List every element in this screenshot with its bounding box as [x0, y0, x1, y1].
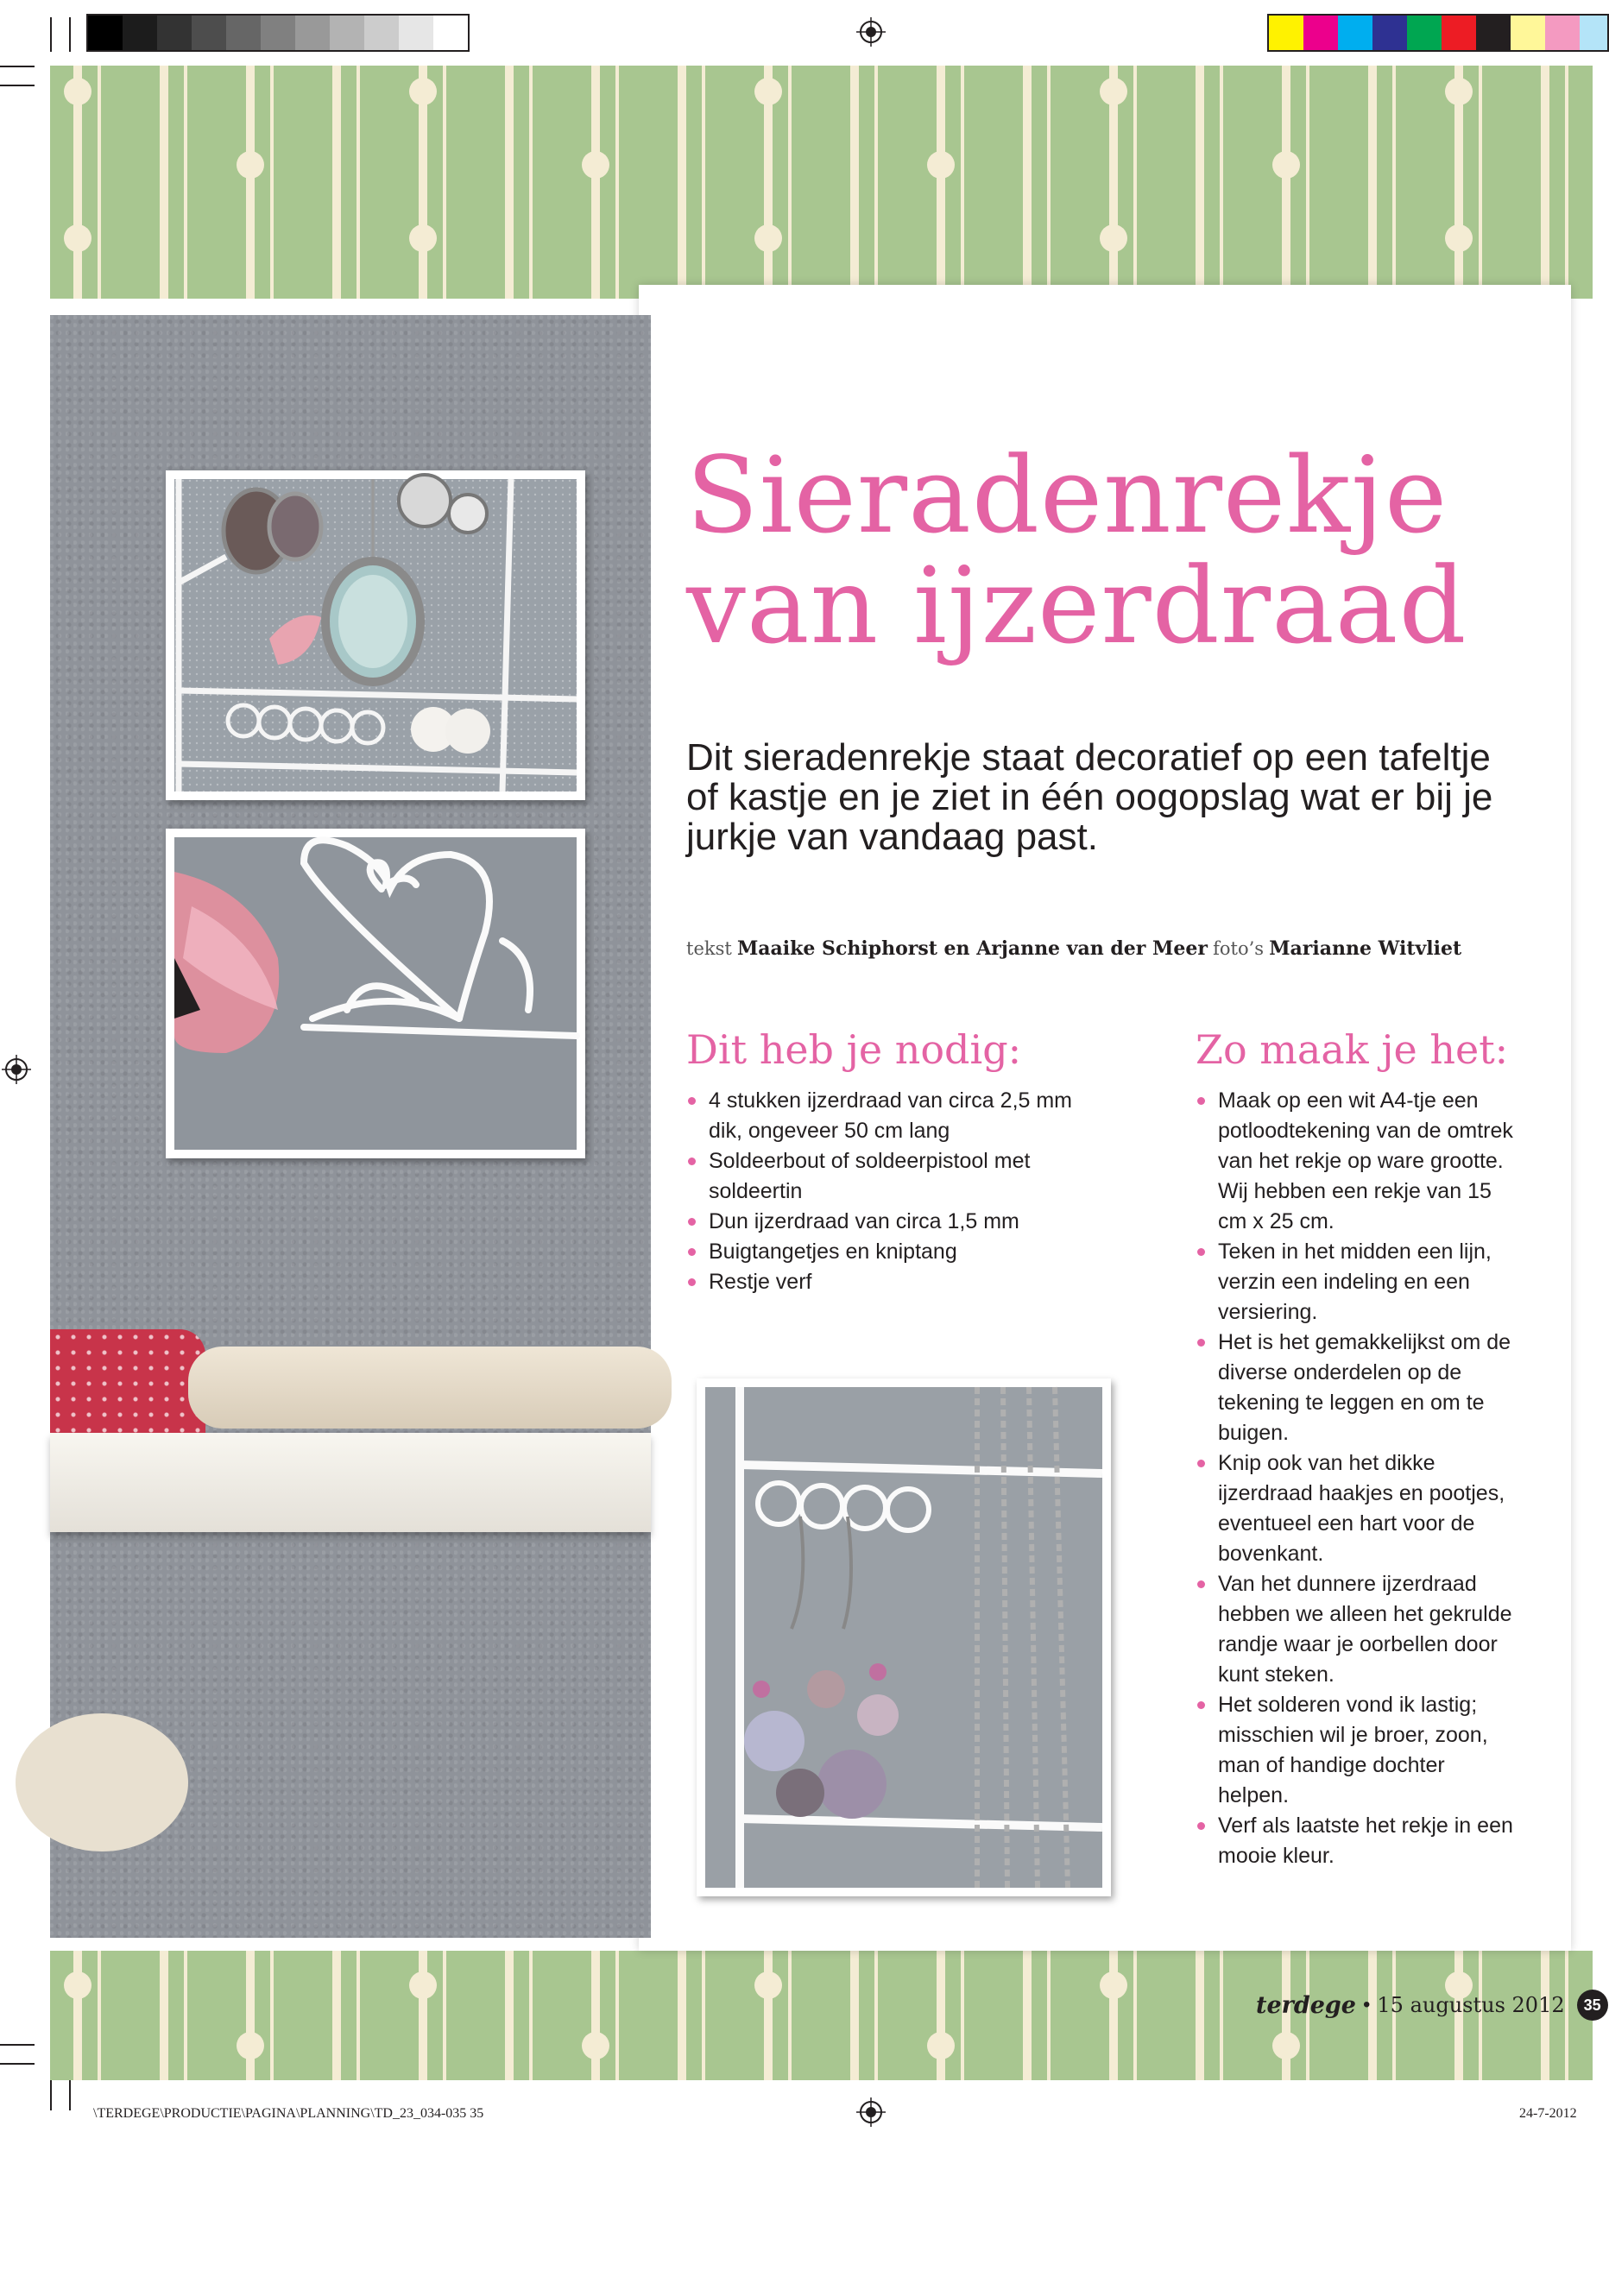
needs-heading: Dit heb je nodig:: [686, 1026, 1022, 1073]
list-item: Van het dunnere ijzerdraad hebben we alleen het gekrulde randje waar je oorbellen door kunt steken.: [1196, 1569, 1515, 1690]
photo-pendants: [166, 470, 585, 800]
print-slug-path: \TERDEGE\PRODUCTIE\PAGINA\PLANNING\TD_23_034-035 35: [93, 2106, 484, 2121]
credits-photo-label: foto’s: [1213, 938, 1265, 959]
grayscale-bar: [86, 14, 470, 52]
list-item: Knip ook van het dikke ijzerdraad haakjes en pootjes, eventueel een hart voor de bovenkant.: [1196, 1448, 1515, 1569]
howto-heading: Zo maak je het:: [1196, 1026, 1509, 1073]
list-item: Het solderen vond ik lastig; misschien wil je broer, zoon, man of handige dochter helpen.: [1196, 1690, 1515, 1811]
article-credits: [686, 937, 1549, 960]
needs-list: [686, 1086, 1101, 1297]
title-line-1: Sieradenrekje: [686, 434, 1448, 557]
list-item: Soldeerbout of soldeerpistool met soldeertin: [686, 1146, 1101, 1207]
list-item: Verf als laatste het rekje in een mooie kleur.: [1196, 1811, 1515, 1871]
list-item: Maak op een wit A4-tje een potloodtekening van de omtrek van het rekje op ware grootte. Wij hebben een rekje van 15 cm x 25 cm.: [1196, 1086, 1515, 1237]
issue-date: 15 augustus 2012: [1377, 1993, 1565, 2017]
print-slug-date: 24-7-2012: [1519, 2106, 1577, 2121]
title-line-2: van ijzerdraad: [686, 545, 1467, 667]
credits-text-label: tekst: [686, 938, 732, 959]
page-number: 35: [1577, 1990, 1608, 2021]
list-item: 4 stukken ijzerdraad van circa 2,5 mm dik, ongeveer 50 cm lang: [686, 1086, 1101, 1146]
list-item: Buigtangetjes en kniptang: [686, 1237, 1101, 1267]
list-item: Restje verf: [686, 1267, 1101, 1297]
credits-photographer: Marianne Witvliet: [1269, 937, 1462, 960]
photo-earrings: [697, 1378, 1111, 1896]
credits-authors: Maaike Schiphorst en Arjanne van der Meer: [736, 937, 1208, 960]
registration-mark-bottom: [856, 2097, 886, 2127]
color-bar: [1267, 14, 1609, 52]
page-footer: [1256, 1990, 1608, 2021]
article-title: [686, 434, 1549, 667]
article-intro: Dit sieradenrekje staat decoratief op een tafeltje of kastje en je ziet in één oogopslag wat er bij je jurkje van vandaag past.: [686, 736, 1493, 858]
registration-mark-left: [2, 1055, 31, 1084]
registration-mark-top: [856, 17, 886, 47]
photo-heart: [166, 829, 585, 1158]
white-shelf: [50, 1433, 651, 1532]
wallpaper-top: [50, 66, 1593, 299]
magazine-logo: terdege: [1256, 1991, 1356, 2019]
doll-leg: [188, 1347, 672, 1429]
howto-list: [1196, 1086, 1515, 1871]
list-item: Dun ijzerdraad van circa 1,5 mm: [686, 1207, 1101, 1237]
list-item: Het is het gemakkelijkst om de diverse onderdelen op de tekening te leggen en om te buigen.: [1196, 1328, 1515, 1448]
doll-foot: [16, 1713, 188, 1851]
footer-separator: •: [1363, 1993, 1371, 2016]
red-fabric: [50, 1329, 205, 1437]
list-item: Teken in het midden een lijn, verzin een indeling en een versiering.: [1196, 1237, 1515, 1328]
